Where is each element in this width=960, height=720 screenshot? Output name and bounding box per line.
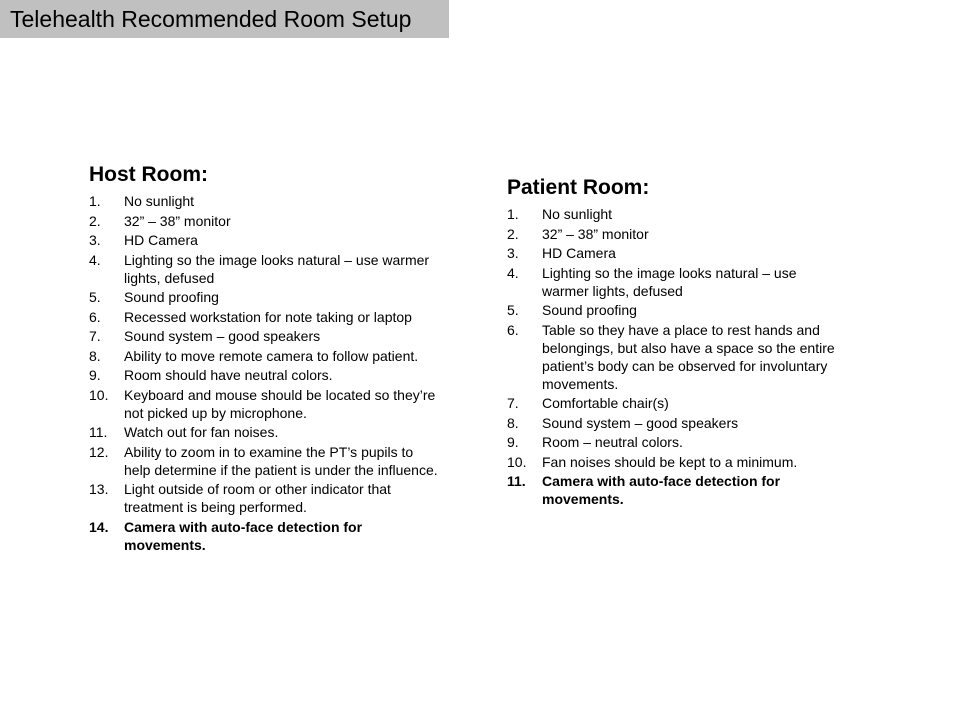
list-item-text: Room – neutral colors.: [542, 434, 683, 450]
list-item-number: 8.: [507, 414, 519, 431]
list-item-number: 11.: [507, 473, 526, 489]
list-item-text: HD Camera: [542, 245, 616, 261]
list-item-text: Sound system – good speakers: [542, 414, 739, 431]
list-item-number: 10.: [507, 453, 527, 470]
list-item: [507, 225, 847, 243]
list-item-number: 3.: [507, 245, 519, 261]
list-item-text: Watch out for fan noises.: [124, 424, 279, 440]
list-item: [89, 288, 441, 306]
patient-room-heading: Patient Room:: [507, 176, 650, 199]
list-item-number: 9.: [507, 434, 519, 450]
list-item-number: 1.: [89, 193, 101, 209]
list-item-number: 11.: [89, 424, 108, 440]
list-item-text: Comfortable chair(s): [542, 395, 669, 411]
list-item-number: 7.: [89, 328, 101, 344]
list-item-number: 10.: [89, 386, 109, 403]
list-item-number: 14.: [89, 518, 109, 535]
list-item-number: 8.: [89, 347, 101, 364]
list-item: [89, 366, 441, 384]
patient-room-list: [507, 205, 847, 508]
list-item: [507, 301, 847, 319]
list-item: [89, 386, 441, 422]
list-item-number: 6.: [89, 308, 101, 325]
list-item: [507, 433, 847, 451]
list-item-text: Camera with auto-face detection for movements.: [124, 518, 363, 553]
list-item-text: Camera with auto-face detection for movements.: [542, 473, 781, 507]
list-item-text: Fan noises should be kept to a minimum.: [542, 453, 798, 470]
list-item-text: Light outside of room or other indicator that treatment is being performed.: [124, 481, 391, 515]
list-item-number: 2.: [89, 212, 101, 229]
list-item-text: No sunlight: [124, 193, 195, 209]
list-item-number: 7.: [507, 395, 519, 411]
list-item-number: 2.: [507, 225, 519, 242]
host-room-panel: [89, 162, 441, 555]
list-item: [89, 423, 441, 441]
patient-room-panel: [507, 175, 847, 510]
list-item: [89, 443, 441, 479]
list-item: [89, 212, 441, 230]
list-item-text: Sound proofing: [124, 289, 219, 305]
list-item-text: Ability to move remote camera to follow patient.: [124, 347, 419, 364]
list-item: [507, 472, 847, 508]
list-item-text: Ability to zoom in to examine the PT’s pupils to help determine if the patient is under the influence.: [124, 443, 438, 478]
list-item: [507, 321, 847, 393]
list-item-text: Keyboard and mouse should be located so they’re not picked up by microphone.: [124, 386, 436, 421]
list-item: [89, 308, 441, 326]
page-title: Telehealth Recommended Room Setup: [10, 5, 412, 32]
list-item-text: Sound proofing: [542, 302, 637, 318]
list-item: [507, 414, 847, 432]
list-item-number: 4.: [89, 251, 101, 268]
list-item-number: 1.: [507, 206, 519, 222]
list-item-text: Sound system – good speakers: [124, 328, 321, 344]
list-item: [89, 327, 441, 345]
list-item-text: Lighting so the image looks natural – use warmer lights, defused: [542, 264, 797, 299]
list-item-number: 9.: [89, 367, 101, 383]
list-item-number: 3.: [89, 232, 101, 248]
list-item-text: No sunlight: [542, 206, 613, 222]
list-item-text: Room should have neutral colors.: [124, 367, 333, 383]
list-item-text: Recessed workstation for note taking or laptop: [124, 308, 412, 325]
list-item-text: Lighting so the image looks natural – use warmer lights, defused: [124, 251, 430, 286]
list-item-number: 12.: [89, 443, 109, 460]
list-item-number: 5.: [507, 302, 519, 318]
list-item: [89, 347, 441, 365]
list-item: [507, 264, 847, 300]
list-item: [89, 518, 441, 554]
list-item: [507, 205, 847, 223]
list-item: [89, 480, 441, 516]
host-room-list: [89, 192, 441, 554]
list-item-text: 32” – 38” monitor: [124, 212, 231, 229]
list-item: [89, 231, 441, 249]
list-item: [507, 453, 847, 471]
list-item-number: 5.: [89, 289, 101, 305]
list-item-text: Table so they have a place to rest hands and belongings, but also have a space so the entire patient’s body can be observed for involuntary movements.: [542, 321, 835, 392]
list-item-number: 4.: [507, 264, 519, 281]
list-item-number: 6.: [507, 321, 519, 338]
list-item: [507, 244, 847, 262]
host-room-heading: Host Room:: [89, 163, 208, 186]
list-item-text: HD Camera: [124, 232, 198, 248]
list-item: [89, 192, 441, 210]
title-bar: [0, 0, 449, 38]
list-item: [89, 251, 441, 287]
list-item: [507, 394, 847, 412]
list-item-number: 13.: [89, 481, 109, 497]
list-item-text: 32” – 38” monitor: [542, 225, 649, 242]
